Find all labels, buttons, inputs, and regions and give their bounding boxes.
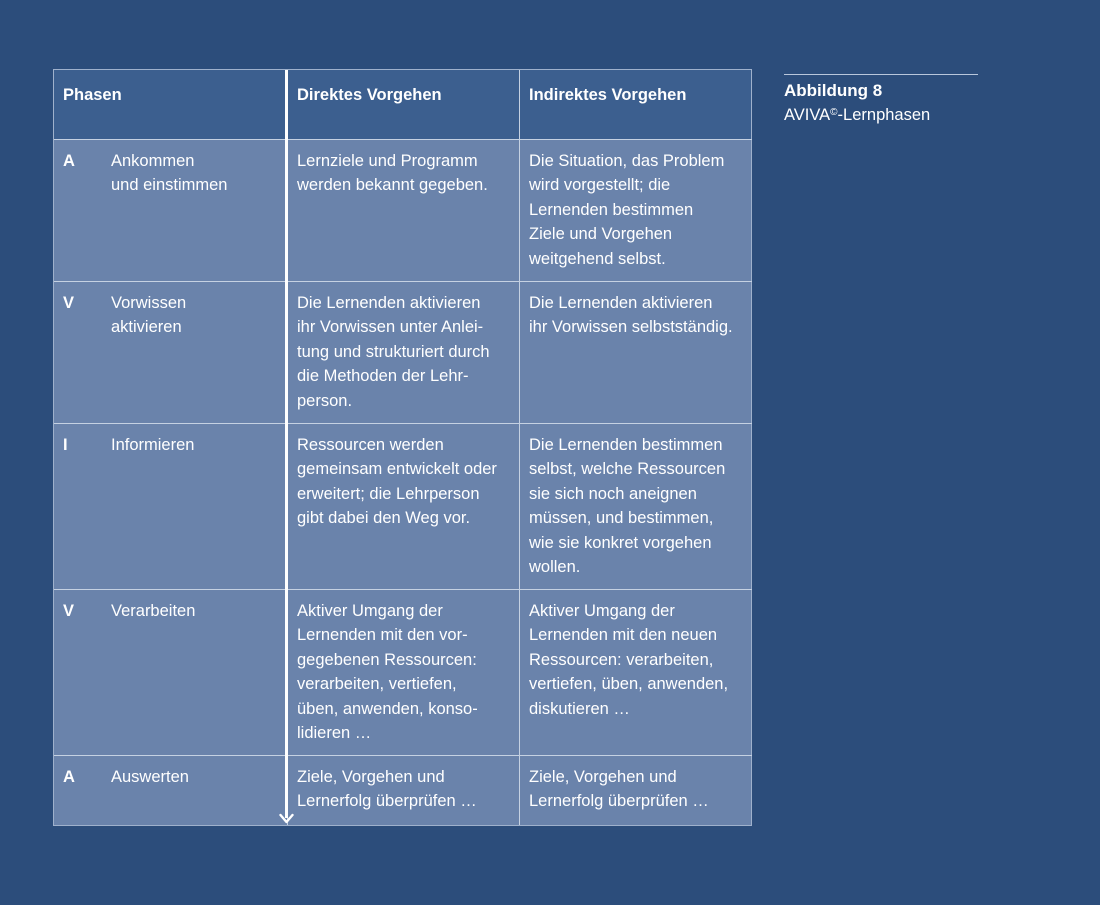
direct-line: die Methoden der Lehr- [297, 367, 469, 386]
direct-cell [287, 590, 519, 755]
indirect-cell [519, 424, 752, 589]
table-row [54, 139, 752, 281]
direct-line: gibt dabei den Weg vor. [297, 509, 471, 528]
direct-cell [287, 424, 519, 589]
direct-line: ihr Vorwissen unter Anlei- [297, 318, 484, 337]
indirect-line: Aktiver Umgang der [529, 602, 675, 620]
phase-letter: V [63, 294, 75, 312]
indirect-line: wollen. [529, 558, 581, 577]
table-row [54, 589, 752, 755]
direct-line: person. [297, 391, 353, 410]
indirect-line: wird vorgestellt; die [529, 176, 671, 195]
indirect-line: sie sich noch aneignen [529, 484, 697, 503]
direct-line: gegebenen Ressourcen: [297, 650, 477, 669]
direct-line: tung und strukturiert durch [297, 342, 490, 361]
caption-text-suffix: -Lernphasen [837, 106, 931, 124]
caption-text-main: AVIVA [784, 106, 831, 124]
table-row [54, 281, 752, 423]
header-direktes-vorgehen: Direktes Vorgehen [287, 70, 519, 139]
aviva-phases-table [53, 69, 752, 826]
indirect-line: weitgehend selbst. [529, 249, 666, 268]
indirect-line: diskutieren … [529, 699, 630, 718]
figure-caption [784, 74, 978, 127]
caption-title: Abbildung 8 [784, 81, 883, 100]
direct-cell [287, 140, 519, 281]
direct-line: Ressourcen werden [297, 436, 444, 454]
direct-line: gemeinsam entwickelt oder [297, 460, 497, 479]
direct-cell [287, 756, 519, 825]
direct-line: Aktiver Umgang der [297, 602, 443, 620]
phase-cell [54, 140, 287, 281]
direct-line: werden bekannt gegeben. [297, 176, 488, 195]
indirect-cell [519, 756, 752, 825]
phase-name: Informieren [111, 436, 195, 454]
indirect-line: Lernerfolg überprüfen … [529, 792, 709, 811]
down-arrow-icon [279, 809, 294, 824]
direct-line: Lernenden mit den vor- [297, 626, 468, 645]
header-indirektes-vorgehen: Indirektes Vorgehen [519, 70, 752, 139]
direct-line: erweitert; die Lehrperson [297, 484, 480, 503]
phase-letter: V [63, 602, 75, 620]
indirect-line: Ziele, Vorgehen und [529, 768, 677, 786]
phase-name-line: aktivieren [111, 318, 182, 337]
phase-letter: A [63, 768, 75, 786]
indirect-line: wie sie konkret vorgehen [529, 533, 712, 552]
phase-cell [54, 756, 287, 825]
indirect-line: Ziele und Vorgehen [529, 225, 673, 244]
indirect-line: Die Situation, das Problem [529, 152, 725, 170]
direct-line: lidieren … [297, 724, 372, 743]
phase-name-line: Vorwissen [111, 294, 187, 312]
phase-name: Auswerten [111, 768, 189, 786]
indirect-line: ihr Vorwissen selbstständig. [529, 318, 733, 337]
direct-line: Lernziele und Programm [297, 152, 478, 170]
copyright-mark: © [830, 107, 838, 118]
phase-cell [54, 590, 287, 755]
indirect-line: selbst, welche Ressourcen [529, 460, 726, 479]
indirect-line: Lernenden mit den neuen [529, 626, 718, 645]
caption-text [784, 103, 978, 127]
table-row [54, 755, 752, 825]
indirect-line: müssen, und bestimmen, [529, 509, 714, 528]
phase-name [111, 149, 279, 273]
indirect-line: Ressourcen: verarbeiten, [529, 650, 714, 669]
indirect-line: Lernenden bestimmen [529, 200, 694, 219]
phase-name: Verarbeiten [111, 602, 196, 620]
table-row [54, 423, 752, 589]
indirect-line: Die Lernenden aktivieren [529, 294, 713, 312]
indirect-line: vertiefen, üben, anwenden, [529, 675, 729, 694]
phase-name [111, 291, 279, 415]
phase-name-line: Ankommen [111, 152, 195, 170]
table-header-row [54, 70, 752, 139]
phase-name-line: und einstimmen [111, 176, 228, 195]
direct-line: Ziele, Vorgehen und [297, 768, 445, 786]
direct-cell [287, 282, 519, 423]
phase-letter: I [63, 436, 68, 454]
phase-cell [54, 282, 287, 423]
indirect-cell [519, 140, 752, 281]
process-arrow-line [285, 70, 288, 818]
phase-cell [54, 424, 287, 589]
indirect-line: Die Lernenden bestimmen [529, 436, 723, 454]
indirect-cell [519, 590, 752, 755]
indirect-cell [519, 282, 752, 423]
direct-line: Die Lernenden aktivieren [297, 294, 481, 312]
direct-line: verarbeiten, vertiefen, [297, 675, 457, 694]
direct-line: Lernerfolg überprüfen … [297, 792, 477, 811]
header-phasen: Phasen [54, 70, 287, 139]
direct-line: üben, anwenden, konso- [297, 699, 478, 718]
phase-letter: A [63, 152, 75, 170]
